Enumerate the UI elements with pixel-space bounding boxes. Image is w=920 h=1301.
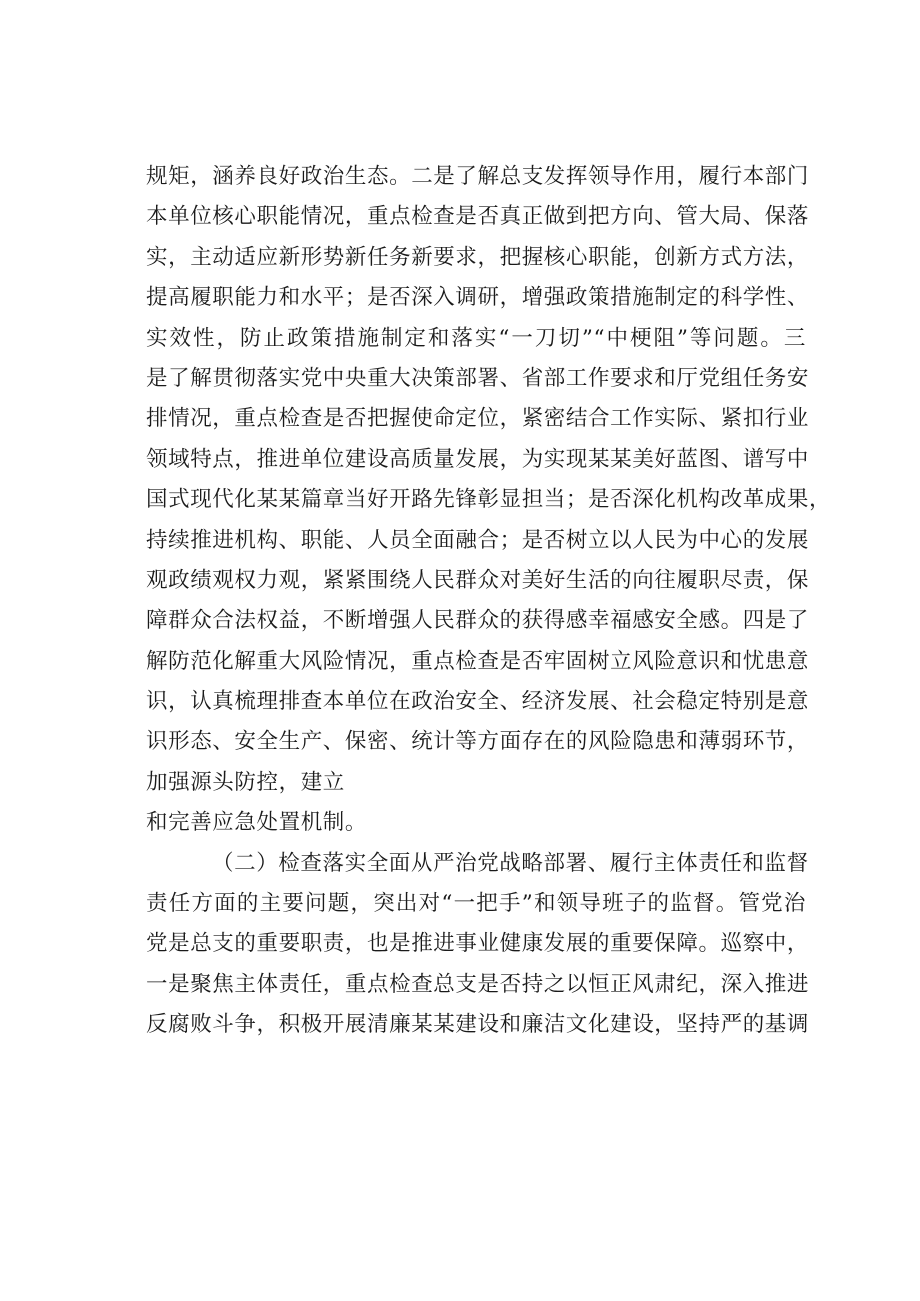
text-line-20: 党是总支的重要职责，也是推进事业健康发展的重要保障。巡察中， bbox=[146, 931, 810, 957]
text-line-4: 提高履职能力和水平；是否深入调研，增强政策措施制定的科学性、 bbox=[146, 285, 810, 311]
text-line-1: 规矩，涵养良好政治生态。二是了解总支发挥领导作用，履行本部门 bbox=[146, 164, 810, 189]
text-line-10: 持续推进机构、职能、人员全面融合；是否树立以人民为中心的发展 bbox=[146, 527, 810, 553]
section-heading-line: （二）检查落实全面从严治党战略部署、履行主体责任和监督 bbox=[212, 850, 809, 876]
text-line-14: 识，认真梳理排查本单位在政治安全、经济发展、社会稳定特别是意 bbox=[146, 689, 810, 715]
text-line-11: 观政绩观权力观，紧紧围绕人民群众对美好生活的向往履职尽责，保 bbox=[146, 567, 810, 593]
text-line-9: 国式现代化某某篇章当好开路先锋彰显担当；是否深化机构改革成果， bbox=[146, 487, 832, 513]
text-line-5: 实效性，防止政策措施制定和落实“一刀切”“中梗阻”等问题。三 bbox=[146, 325, 806, 351]
text-line-21: 一是聚焦主体责任，重点检查总支是否持之以恒正风肃纪，深入推进 bbox=[146, 971, 810, 997]
text-line-12: 障群众合法权益，不断增强人民群众的获得感幸福感安全感。四是了 bbox=[146, 608, 810, 634]
text-line-3: 实，主动适应新形势新任务新要求，把握核心职能，创新方式方法， bbox=[146, 244, 810, 270]
text-line-8: 领域特点，推进单位建设高质量发展，为实现某某美好蓝图、谱写中 bbox=[146, 446, 810, 472]
text-line-2: 本单位核心职能情况，重点检查是否真正做到把方向、管大局、保落 bbox=[146, 204, 810, 230]
text-line-7: 排情况，重点检查是否把握使命定位，紧密结合工作实际、紧扣行业 bbox=[146, 406, 810, 432]
text-line-19: 责任方面的主要问题，突出对“一把手”和领导班子的监督。管党治 bbox=[146, 891, 806, 917]
text-line-17: 和完善应急处置机制。 bbox=[146, 810, 368, 836]
text-line-6: 是了解贯彻落实党中央重大决策部署、省部工作要求和厅党组任务安 bbox=[146, 365, 810, 391]
body-text bbox=[146, 157, 832, 1046]
text-line-13: 解防范化解重大风险情况，重点检查是否牢固树立风险意识和忧患意 bbox=[146, 648, 810, 674]
text-line-15: 识形态、安全生产、保密、统计等方面存在的风险隐患和薄弱环节， bbox=[146, 729, 810, 755]
text-line-22: 反腐败斗争，积极开展清廉某某建设和廉洁文化建设，坚持严的基调 bbox=[146, 1012, 810, 1038]
text-line-16: 加强源头防控，建立 bbox=[146, 769, 345, 795]
